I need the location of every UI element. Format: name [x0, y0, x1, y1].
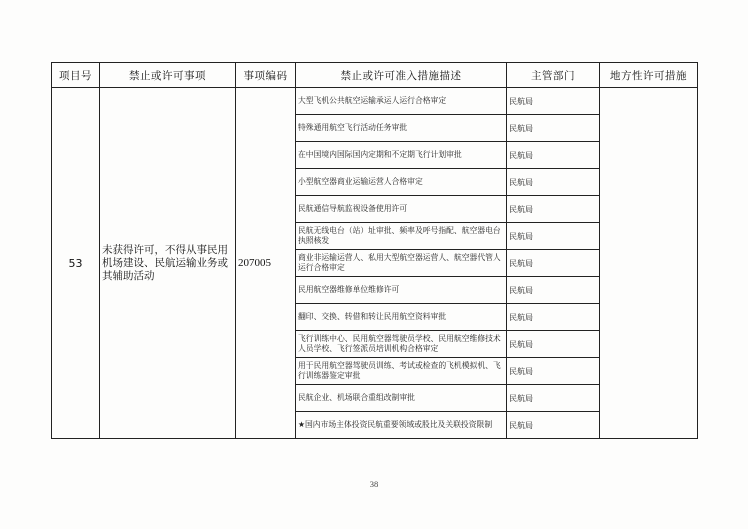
- measure-description: 飞行训练中心、民用航空器驾驶员学校、民用航空维修技术人员学校、飞行签派员培训机构合格审定: [296, 331, 507, 358]
- measure-description: 商业非运输运营人、私用大型航空器运营人、航空器代管人运行合格审定: [296, 250, 507, 277]
- measure-description: 民航企业、机场联合重组改制审批: [296, 385, 507, 412]
- measure-description: 大型飞机公共航空运输承运人运行合格审定: [296, 88, 507, 115]
- item-number: 53: [52, 88, 100, 439]
- department: 民航局: [507, 277, 600, 304]
- department: 民航局: [507, 169, 600, 196]
- department: 民航局: [507, 196, 600, 223]
- item-code: 207005: [236, 88, 296, 439]
- header-item-name: 禁止或许可事项: [100, 63, 236, 88]
- header-item-number: 项目号: [52, 63, 100, 88]
- measure-description: 小型航空器商业运输运营人合格审定: [296, 169, 507, 196]
- header-local-measure: 地方性许可措施: [600, 63, 698, 88]
- header-item-code: 事项编码: [236, 63, 296, 88]
- department: 民航局: [507, 304, 600, 331]
- department: 民航局: [507, 88, 600, 115]
- item-name: 未获得许可，不得从事民用机场建设、民航运输业务或其辅助活动: [100, 88, 236, 439]
- department: 民航局: [507, 412, 600, 439]
- measure-description: 特殊通用航空飞行活动任务审批: [296, 115, 507, 142]
- page-number: 38: [369, 479, 379, 489]
- measure-description: ★国内市场主体投资民航重要领域或股比及关联投资限制: [296, 412, 507, 439]
- header-department: 主管部门: [507, 63, 600, 88]
- measure-description: 翻印、交换、转借和转让民用航空资料审批: [296, 304, 507, 331]
- measure-description: 民用航空器维修单位维修许可: [296, 277, 507, 304]
- department: 民航局: [507, 385, 600, 412]
- department: 民航局: [507, 250, 600, 277]
- measure-description: 民航通信导航监视设备使用许可: [296, 196, 507, 223]
- department: 民航局: [507, 223, 600, 250]
- department: 民航局: [507, 115, 600, 142]
- permit-table: [51, 62, 698, 439]
- local-measure-cell: [600, 88, 698, 439]
- measure-description: 用于民用航空器驾驶员训练、考试或检查的飞机模拟机、飞行训练器鉴定审批: [296, 358, 507, 385]
- measure-description: 在中国境内国际国内定期和不定期飞行计划审批: [296, 142, 507, 169]
- department: 民航局: [507, 142, 600, 169]
- department: 民航局: [507, 331, 600, 358]
- header-measure: 禁止或许可准入措施描述: [296, 63, 507, 88]
- measure-description: 民航无线电台（站）址审批、频率及呼号指配、航空器电台执照核发: [296, 223, 507, 250]
- department: 民航局: [507, 358, 600, 385]
- table-row: [52, 88, 698, 115]
- header-row: [52, 63, 698, 88]
